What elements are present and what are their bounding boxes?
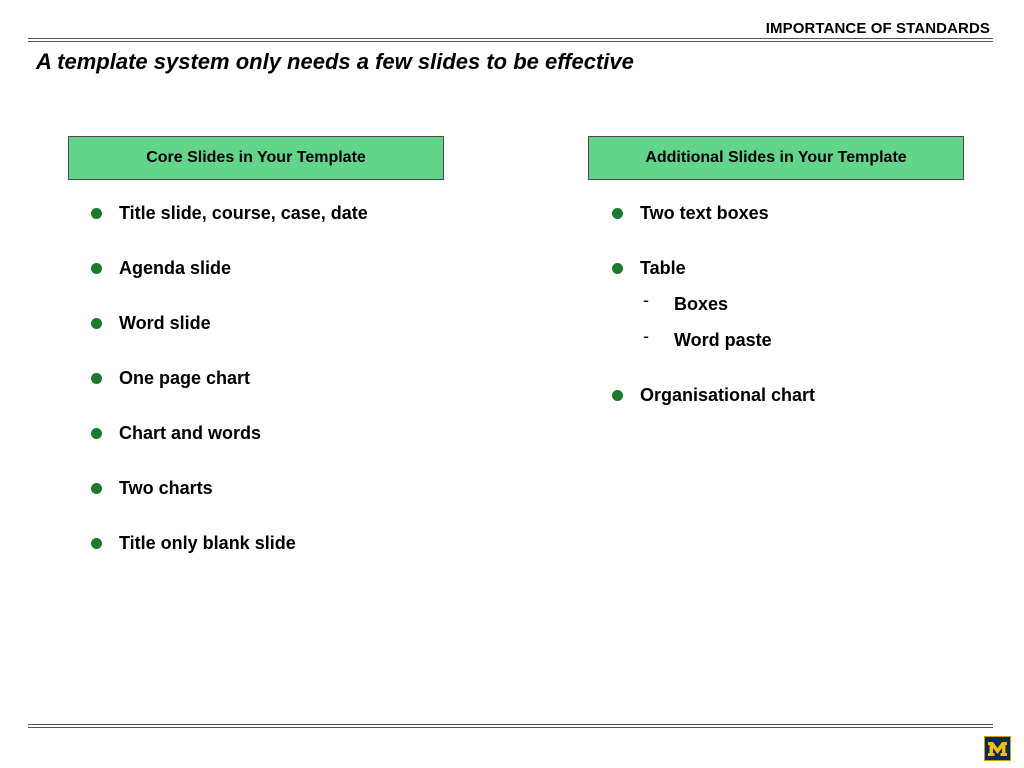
sublist-item-label: Boxes (674, 294, 729, 314)
university-m-logo-icon (984, 736, 1011, 761)
bullet-icon (91, 208, 102, 219)
sublist-item (640, 292, 815, 316)
additional-slides-header (588, 136, 964, 180)
bullet-icon (91, 318, 102, 329)
list-item (88, 311, 368, 335)
bullet-icon (91, 538, 102, 549)
core-slides-header-label: Core Slides in Your Template (146, 149, 366, 166)
list-item-label: Word slide (119, 313, 211, 333)
list-item (88, 256, 368, 280)
table-sublist (640, 292, 815, 352)
bullet-icon (91, 428, 102, 439)
top-rule-secondary (28, 41, 993, 42)
bullet-icon (91, 373, 102, 384)
list-item (609, 256, 815, 352)
dash-icon: - (643, 326, 649, 346)
list-item (88, 421, 368, 445)
list-item-label: Agenda slide (119, 258, 232, 278)
additional-slides-header-label: Additional Slides in Your Template (645, 149, 907, 166)
bullet-icon (612, 263, 623, 274)
section-label: IMPORTANCE OF STANDARDS (765, 20, 990, 37)
list-item (88, 366, 368, 390)
list-item (609, 201, 815, 225)
list-item-label: Two charts (119, 478, 213, 498)
list-item (88, 531, 368, 555)
list-item-label: Chart and words (119, 423, 262, 443)
slide-title: A template system only needs a few slides to be effective (36, 49, 634, 74)
list-item-label: Title slide, course, case, date (119, 203, 368, 223)
bottom-rule (28, 724, 993, 725)
list-item-label: Organisational chart (640, 385, 816, 405)
list-item-label: Two text boxes (640, 203, 769, 223)
bullet-icon (91, 263, 102, 274)
core-slides-header (68, 136, 444, 180)
bottom-rule-secondary (28, 727, 993, 728)
top-rule (28, 38, 993, 39)
list-item (609, 383, 815, 407)
sublist-item-label: Word paste (674, 330, 772, 350)
list-item-label: Table (640, 258, 686, 278)
list-item-label: Title only blank slide (119, 533, 296, 553)
bullet-icon (91, 483, 102, 494)
additional-slides-list (609, 201, 815, 438)
list-item (88, 201, 368, 225)
list-item (88, 476, 368, 500)
bullet-icon (612, 208, 623, 219)
list-item-label: One page chart (119, 368, 251, 388)
bullet-icon (612, 390, 623, 401)
core-slides-list (88, 201, 368, 586)
dash-icon: - (643, 290, 649, 310)
sublist-item (640, 328, 815, 352)
